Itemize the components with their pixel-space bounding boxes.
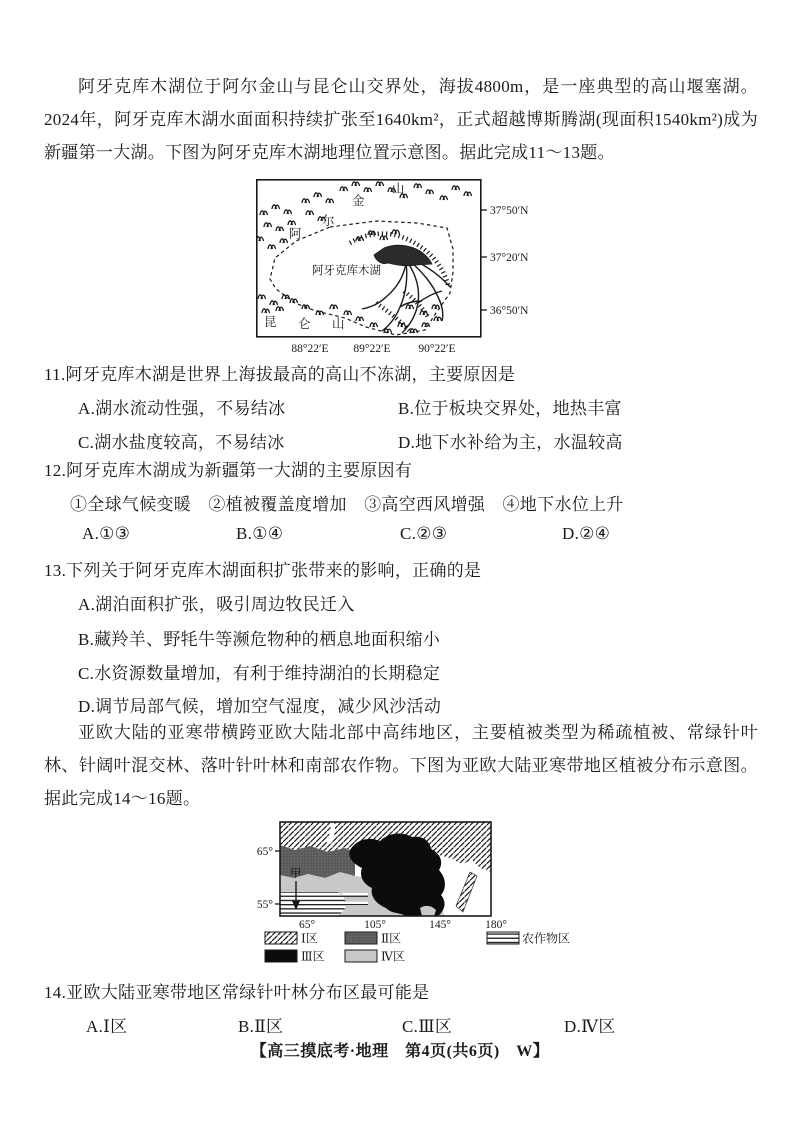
q12-option-b: B.①④	[236, 524, 284, 543]
q13-option-a: A.湖泊面积扩张，吸引周边牧民迁入	[78, 595, 355, 614]
legend-swatch-zone1	[265, 932, 297, 944]
lon-label: 180°	[485, 919, 507, 931]
lon-label: 65°	[298, 919, 316, 931]
legend-label-zone3: Ⅲ区	[301, 949, 325, 964]
q14-option-d: D.Ⅳ区	[564, 1017, 616, 1036]
legend-swatch-crop	[487, 932, 519, 944]
q11-option-d: D.地下水补给为主，水温较高	[398, 433, 623, 452]
q13-stem: 13.下列关于阿牙克库木湖面积扩张带来的影响，正确的是	[44, 561, 482, 580]
q12-option-a: A.①③	[82, 524, 131, 543]
lat-label: 36°50′N	[490, 305, 529, 317]
lake-label: 阿牙克库木湖	[312, 265, 381, 277]
lon-label: 105°	[364, 919, 386, 931]
legend-swatch-zone3	[265, 950, 297, 962]
mountain-char: 阿	[289, 227, 302, 241]
map-frame	[257, 180, 481, 337]
q11-option-a: A.湖水流动性强，不易结冰	[78, 399, 286, 418]
legend-label-zone4: Ⅳ区	[381, 949, 405, 964]
q11-option-b: B.位于板块交界处，地热丰富	[398, 399, 622, 418]
lon-label: 89°22′E	[353, 343, 391, 355]
marker-jia-label: 甲	[290, 868, 302, 880]
mountain-char: 金	[352, 194, 365, 208]
q13-option-b: B.藏羚羊、野牦牛等濒危物种的栖息地面积缩小	[78, 630, 441, 649]
lat-label: 37°20′N	[490, 252, 529, 264]
q11-stem: 11.阿牙克库木湖是世界上海拔最高的高山不冻湖，主要原因是	[44, 365, 516, 384]
q11-option-c: C.湖水盐度较高，不易结冰	[78, 433, 285, 452]
figure-vegetation-map	[250, 820, 595, 972]
lat-label: 37°50′N	[490, 205, 529, 217]
q13-option-c: C.水资源数量增加，有利于维持湖泊的长期稳定	[78, 664, 441, 683]
lon-label: 145°	[429, 919, 451, 931]
mountain-char: 仑	[298, 317, 311, 331]
q12-option-d: D.②④	[562, 524, 611, 543]
lat-label: 55°	[256, 899, 273, 911]
legend-swatch-zone4	[345, 950, 377, 962]
passage-eurasia-intro: 亚欧大陆的亚寒带横跨亚欧大陆北部中高纬地区，主要植被类型为稀疏植被、常绿针叶林、针阔叶混交林、落叶针叶林和南部农作物。下图为亚欧大陆亚寒带地区植被分布示意图。据此完成14～16题。	[44, 723, 758, 808]
q13-option-d: D.调节局部气候，增加空气湿度，减少风沙活动	[78, 697, 442, 716]
legend-label-zone1: Ⅰ区	[301, 931, 318, 946]
map-legend	[265, 931, 570, 964]
mountain-char: 昆	[264, 315, 277, 329]
q12-numbered-items: ①全球气候变暖 ②植被覆盖度增加 ③高空西风增强 ④地下水位上升	[70, 495, 624, 514]
lon-label: 88°22′E	[291, 343, 329, 355]
mountain-char: 尔	[322, 214, 335, 228]
legend-swatch-zone2	[345, 932, 377, 944]
lat-label: 65°	[256, 846, 273, 858]
figure-lake-location-map	[256, 179, 541, 363]
legend-label-crop: 农作物区	[522, 931, 571, 946]
legend-label-zone2: Ⅱ区	[381, 931, 402, 946]
passage-lake-intro: 阿牙克库木湖位于阿尔金山与昆仑山交界处，海拔4800m，是一座典型的高山堰塞湖。2024年，阿牙克库木湖水面面积持续扩张至1640km²，正式超越博斯腾湖(现面积1540km²)成为新疆第一大湖。下图为阿牙克库木湖地理位置示意图。据此完成11～13题。	[44, 77, 758, 162]
q14-option-c: C.Ⅲ区	[402, 1017, 453, 1036]
mountain-char: 山	[332, 317, 345, 331]
q12-stem: 12.阿牙克库木湖成为新疆第一大湖的主要原因有	[44, 461, 413, 480]
q14-stem: 14.亚欧大陆亚寒带地区常绿针叶林分布区最可能是	[44, 983, 430, 1002]
q12-option-c: C.②③	[400, 524, 448, 543]
page-footer: 【高三摸底考·地理 第4页(共6页) W】	[250, 1043, 550, 1060]
mountain-char: 山	[392, 182, 405, 196]
q14-option-b: B.Ⅱ区	[238, 1017, 284, 1036]
lon-label: 90°22′E	[418, 343, 456, 355]
q14-option-a: A.Ⅰ区	[86, 1017, 128, 1036]
